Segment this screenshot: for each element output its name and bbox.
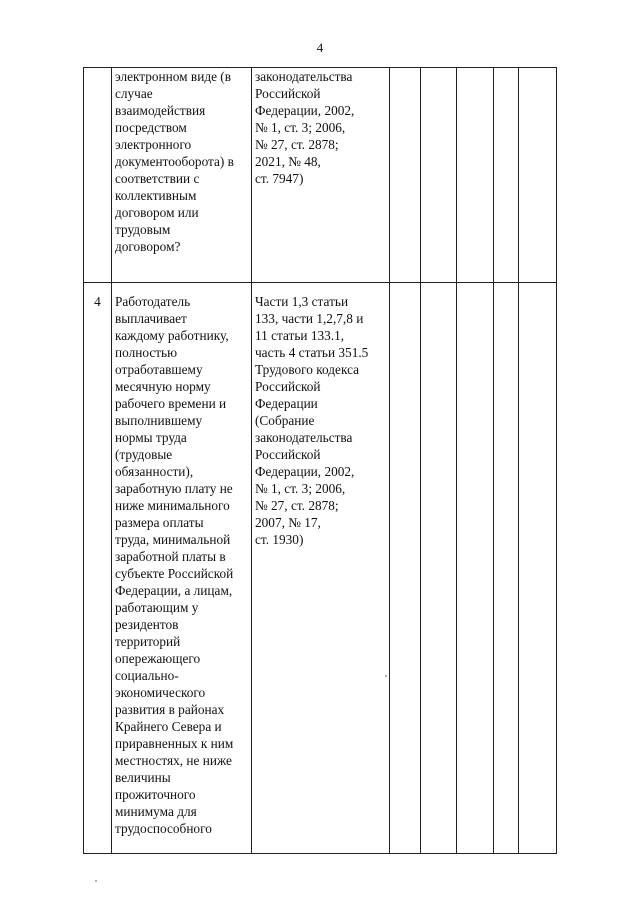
checklist-table: [83, 67, 557, 854]
blank-cell: [494, 283, 519, 854]
answer-yes-cell: [390, 283, 421, 854]
table-row: [84, 283, 557, 854]
answer-not-applicable-cell: [457, 283, 494, 854]
answer-not-applicable-cell: [457, 68, 494, 283]
legal-reference-cell: законодательства Российской Федерации, 2002, № 1, ст. 3; 2006, № 27, ст. 2878; 2021, № 48, ст. 7947): [252, 68, 390, 283]
legal-reference-cell: Части 1,3 статьи 133, части 1,2,7,8 и 11 статьи 133.1, часть 4 статьи 351.5 Трудового кодекса Российской Федерации (Собрание законодательства Российской Федерации, 2002, № 1, ст. 3; 2006, № 27, ст. 2878; 2007, № 17, ст. 1930): [252, 283, 390, 854]
answer-yes-cell: [390, 68, 421, 283]
requirement-cell: электронном виде (в случае взаимодействия посредством электронного документооборота) в соответствии с коллективным договором или трудовым договором?: [112, 68, 252, 283]
table-row: [84, 68, 557, 283]
blank-cell: [494, 68, 519, 283]
page-number: 4: [316, 40, 324, 55]
row-number-cell: [84, 68, 112, 283]
requirement-cell: Работодатель выплачивает каждому работнику, полностью отработавшему месячную норму рабочего времени и выполнившему нормы труда (трудовые обязанности), заработную плату не ниже минимального размера оплаты труда, минимальной заработной платы в субъекте Российской Федерации, а лицам, работающим у резидентов территорий опережающего социально- экономического развития в районах Крайнего Севера и приравненных к ним местностях, не ниже величины прожиточного минимума для трудоспособного: [112, 283, 252, 854]
row-number-cell: 4: [84, 283, 112, 854]
scan-speck: [95, 880, 97, 882]
answer-no-cell: [421, 68, 457, 283]
scan-speck: [385, 675, 387, 677]
notes-cell: [519, 283, 557, 854]
notes-cell: [519, 68, 557, 283]
answer-no-cell: [421, 283, 457, 854]
